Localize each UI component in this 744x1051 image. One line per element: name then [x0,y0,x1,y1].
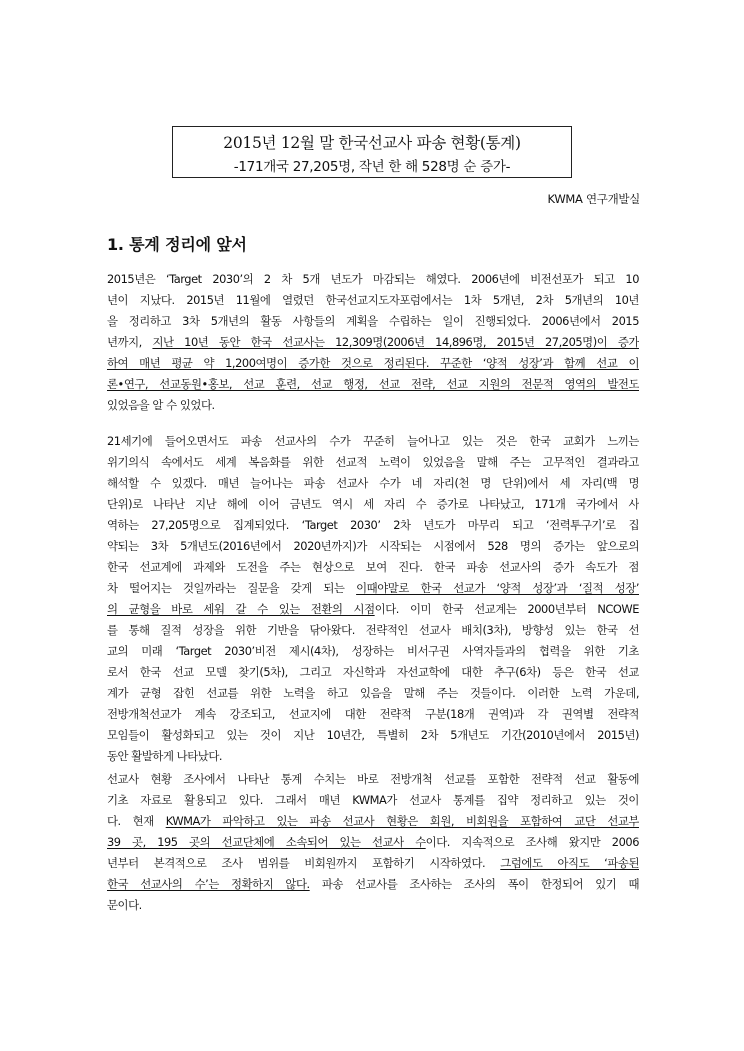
text-line: 모임들이 활성화되고 있는 것이 지난 10년간, 특별히 2차 5개년도 기간(2010년에서 2015년) [107,728,639,742]
paragraph-1 [107,269,639,416]
text-line [107,578,639,599]
text-line: 동안 활발하게 나타났다. [107,749,223,763]
text-run: 이다. 지속적으로 조사해 왔지만 2006 [425,835,639,849]
underlined-text: 이때야말로 한국 선교가 ‘양적 성장’과 ‘질적 성장’ [356,581,639,595]
text-line: 해석할 수 있겠다. 매년 늘어나는 파송 선교사 수가 네 자리(천 명 단위)에서 세 자리(백 명 [107,476,639,490]
text-line [107,332,639,353]
text-line: 있었음을 알 수 있었다. [107,398,215,412]
text-line: 를 통해 질적 성장을 위한 기반을 닦아왔다. 전략적인 선교사 배치(3차), 방향성 있는 한국 선 [107,623,639,637]
text-line: 약되는 3차 5개년도(2016년에서 2020년까지)가 시작되는 시점에서 528 명의 증가는 앞으로의 [107,539,639,553]
document-subtitle: -171개국 27,205명, 작년 한 해 528명 순 증가- [233,159,511,175]
text-line [107,874,639,895]
underlined-text: 한국 선교사의 수’는 정확하지 않다. [107,877,310,891]
text-line: 문이다. [107,898,142,912]
text-line [107,832,639,853]
underlined-line: 하여 매년 평균 약 1,200여명이 증가한 것으로 정리된다. 꾸준한 ‘양적 성장’과 함께 선교 이 [107,356,639,370]
underlined-line: 론•연구, 선교동원•홍보, 선교 훈련, 선교 행정, 선교 전략, 선교 지원의 전문적 영역의 발전도 [107,377,639,391]
paragraph-3 [107,769,639,916]
text-run: 이다. 이미 한국 선교계는 2000년부터 NCOWE [374,602,639,616]
text-line: 을 정리하고 3차 5개년의 활동 사항들의 계획을 수립하는 일이 진행되었다. 2006년에서 2015 [107,314,639,328]
text-line: 선교사 현황 조사에서 나타난 통계 수치는 바로 전방개척 선교를 포함한 전략적 선교 활동에 [107,772,639,786]
text-line: 한국 선교계에 과제와 도전을 주는 현상으로 보여 진다. 한국 파송 선교사의 증가 속도가 점 [107,560,639,574]
author-line: KWMA 연구개발실 [547,192,640,206]
text-line [107,853,639,874]
text-line: 기초 자료로 활용되고 있다. 그래서 매년 KWMA가 선교사 통계를 집약 정리하고 있는 것이 [107,793,639,807]
text-run: 차 떨어지는 것일까라는 질문을 갖게 되는 [107,581,357,595]
text-run: 년부터 본격적으로 조사 범위를 비회원까지 포함하기 시작하였다. [107,856,501,870]
text-line: 21세기에 들어오면서도 파송 선교사의 수가 꾸준히 늘어나고 있는 것은 한국 교회가 느끼는 [107,434,639,448]
text-line: 위기의식 속에서도 세계 복음화를 위한 선교적 노력이 있었음을 말해 주는 고무적인 결과라고 [107,455,639,469]
text-line: 로서 한국 선교 모델 찾기(5차), 그리고 자신학과 자선교학에 대한 추구(6차) 등은 한국 선교 [107,665,639,679]
text-line: 2015년은 ‘Target 2030’의 2 차 5개 년도가 마감되는 해였다. 2006년에 비전선포가 되고 10 [107,272,639,286]
title-box [172,126,572,178]
underlined-text: 의 균형을 바로 세워 갈 수 있는 전환의 시점 [107,602,375,616]
text-line: 년이 지났다. 2015년 11월에 열렸던 한국선교지도자포럼에서는 1차 5개년, 2차 5개년의 10년 [107,293,639,307]
text-line [107,599,639,620]
text-line [107,811,639,832]
text-line: 계가 균형 잡힌 선교를 위한 노력을 하고 있음을 말해 주는 것들이다. 이러한 노력 가운데, [107,686,639,700]
section-heading: 1. 통계 정리에 앞서 [107,235,247,254]
text-line: 교의 미래 ‘Target 2030’비전 제시(4차), 성장하는 비서구권 사역자들과의 협력을 위한 기초 [107,644,639,658]
underlined-text: KWMA가 파악하고 있는 파송 선교사 현황은 회원, 비회원을 포함하여 교단 선교부 [165,814,639,828]
text-run: 년까지, [107,335,153,349]
text-line: 역하는 27,205명으로 집계되었다. ‘Target 2030’ 2차 년도가 마무리 되고 ‘전력투구기’로 집 [107,518,639,532]
underlined-text: 그럼에도 아직도 ‘파송된 [500,856,639,870]
text-line: 단위)로 나타난 지난 해에 이어 금년도 역시 세 자리 수 증가로 나타났고, 171개 국가에서 사 [107,497,639,511]
underlined-text: 39 곳, 195 곳의 선교단체에 소속되어 있는 선교사 수 [107,835,426,849]
paragraph-2 [107,431,639,767]
text-run: 파송 선교사를 조사하는 조사의 폭이 한정되어 있기 때 [309,877,639,891]
underlined-text: 지난 10년 동안 한국 선교사는 12,309명(2006년 14,896명, 2015년 27,205명)이 증가 [152,335,639,349]
text-run: 다. 현재 [107,814,166,828]
document-title: 2015년 12월 말 한국선교사 파송 현황(통계) [223,134,521,152]
text-line: 전방개척선교가 계속 강조되고, 선교지에 대한 전략적 구분(18개 권역)과 각 권역별 전략적 [107,707,639,721]
